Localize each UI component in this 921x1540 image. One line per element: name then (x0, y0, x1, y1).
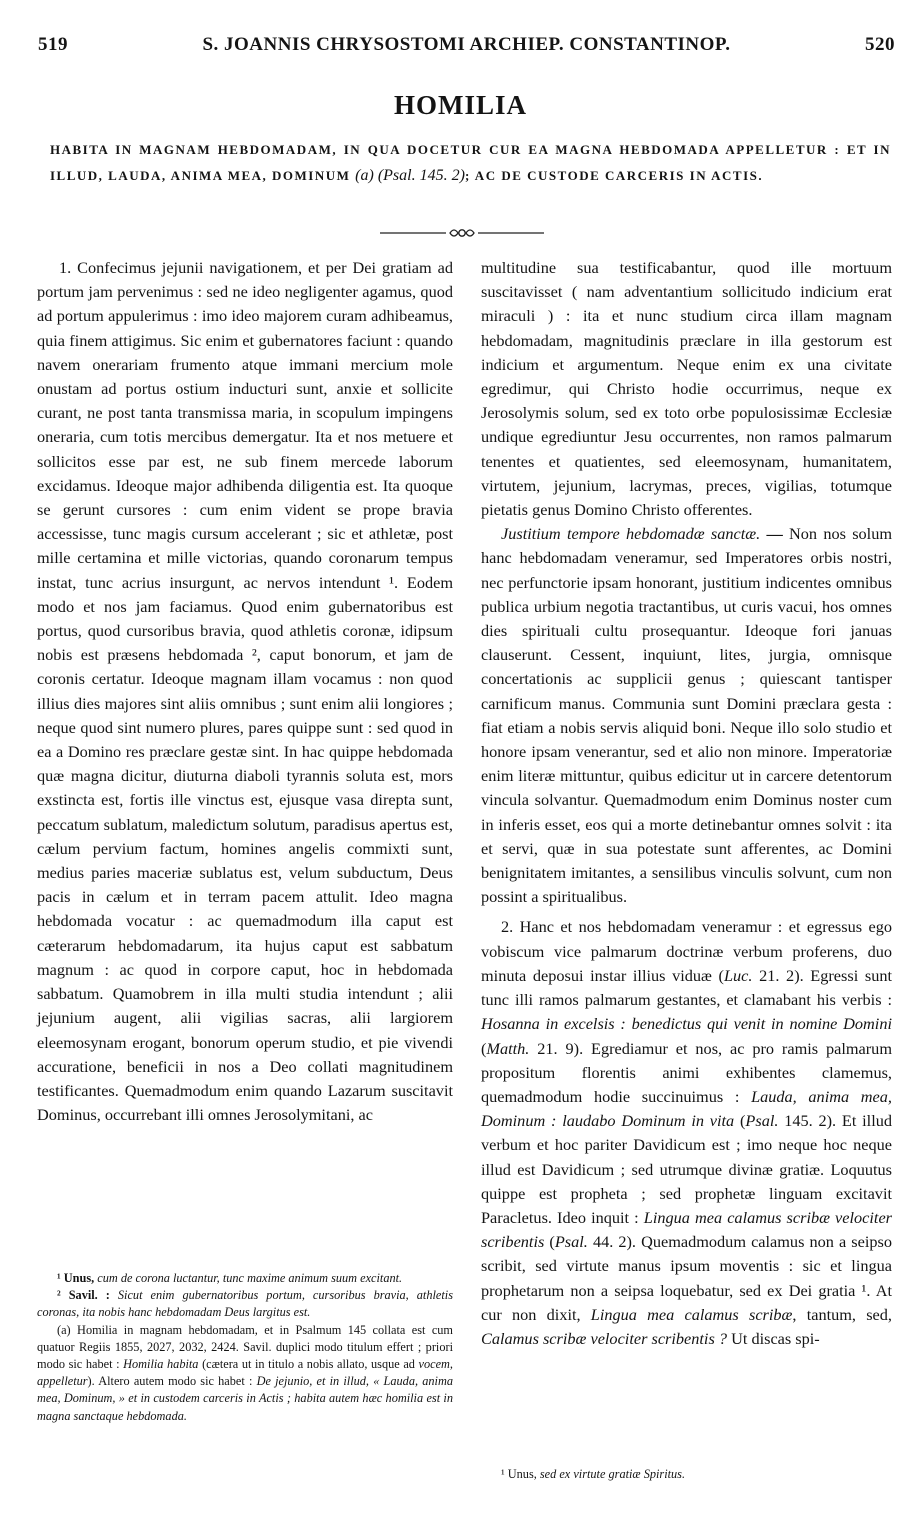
heading-dash: — (760, 524, 790, 544)
footnote-2-text: Sicut enim gubernatoribus portum, cursoribus bravia, athletis coronas, ita nobis hanc hebdomadam Deus largitus est. (37, 1288, 453, 1320)
paragraph-1-continued: multitudine sua testificabantur, quod ille mortuum suscitavisset ( nam adventantium sollicitudo indicium erat miraculi ) : ita et nunc studium circa illam magnam hebdomadam, magnitudinis præclare in illa gestorum est indicium et argumentum. Neque enim ex una civitate egredimur, qui Christo hodie occurrimus, neque ex Jerosolymis solum, sed ex toto orbe populosissimæ Ecclesiæ undique egrediuntur Jesu occurrentes, non ramos palmarum tenentes et quatientes, sed eleemosynam, humanitatem, virtutem, jejunium, lacrymas, preces, vigilias, totumque pietatis genus Domino Christo offerentes. (481, 258, 892, 520)
p2-quote-lingua-2: Lingua mea calamus scribæ (590, 1304, 793, 1324)
footnote-a (37, 1322, 453, 1425)
p2-text-i: , tantum, sed, (792, 1304, 892, 1324)
subtitle-text-1: HABITA IN MAGNAM HEBDOMADAM, IN QUA DOCETUR CUR EA MAGNA HEBDOMADA APPELLETUR : ET IN ILLUD, LAUDA, ANIMA MEA, DOMINUM (50, 142, 891, 183)
p2-text-j: Ut discas spi- (727, 1328, 820, 1348)
footnote-1-text: cum de corona luctantur, tunc maxime animum suum excitant. (97, 1271, 403, 1285)
p2-text-f: 145. 2). Et illud verbum et hoc pariter Davidicum est ; imo neque hoc neque illud est Davidicum ; sed utrumque divinæ gratiæ. Loquutus quippe est propheta ; sed prophetæ linguam excitavit Paracletus. Ideo inquit : (481, 1111, 892, 1227)
p2-quote-calamus: Calamus scribæ velociter scribentis ? (481, 1328, 728, 1348)
justitium-paragraph (481, 522, 892, 909)
subtitle-text-2: ; AC DE CUSTODE CARCERIS IN ACTIS. (464, 168, 764, 183)
left-column (37, 256, 453, 1127)
footnote-a-text-2: (cætera ut in titulo a nobis allato, usque ad (198, 1357, 419, 1372)
homily-title: HOMILIA (393, 90, 527, 120)
footnote-right-1-text: sed ex virtute gratiæ Spiritus. (539, 1467, 686, 1481)
p2-ref-matth: Matth. (486, 1038, 530, 1058)
p2-ref-psal: Psal. (745, 1111, 779, 1131)
footnote-right-1-marker: ¹ Unus, (501, 1467, 540, 1481)
footnote-a-italic-1: Homilia habita (123, 1357, 199, 1372)
p2-text-c: ( (481, 1038, 487, 1058)
running-title: S. JOANNIS CHRYSOSTOMI ARCHIEP. CONSTANTINOP. (202, 34, 731, 55)
page-number-right: 520 (865, 34, 895, 55)
footnotes-right (481, 1466, 892, 1483)
section-heading-justitium: Justitium tempore hebdomadæ sanctæ. (501, 524, 761, 544)
footnote-right-1 (481, 1466, 892, 1483)
p2-ref-luc: Luc. (723, 965, 753, 985)
p2-text-h: 44. 2). Quemadmodum calamus non a seipso scribit, sed virtute manus ipsum moventis : sic et lingua prophetarum non a seipsa loquebatur, sed ex Dei gratia ¹. At cur non dixit, (481, 1232, 893, 1324)
p2-text-g: ( (544, 1232, 555, 1252)
footnote-1 (37, 1270, 453, 1287)
p2-quote-lingua: Lingua mea calamus scribæ velociter scribentis (481, 1207, 893, 1252)
footnotes-left (37, 1270, 453, 1425)
paragraph-1: 1. Confecimus jejunii navigationem, et per Dei gratiam ad portum jam pervenimus : sed ne ideo negligenter agamus, quod ad portum appulerimus : imo ideo majorem curam adhibeamus, quia finem attigimus. Sic enim et gubernatores faciunt : quando navem onerariam frumento atque immani mercium mole onustam ad portus ostium inducturi sunt, anxie et sollicite curant, ne post tanta transmissa maria, in scopulum impingens oneraria, cum totis mercibus demergatur. Ita et nos metuere et sollicitos esse par est, ne sub finem mercede laborum excidamus. Ideoque major adhibenda diligentia est. Ita quoque se gerunt cursores : cum enim vident se prope bravia accessisse, tunc magis cursum accelerant ; sic et athletæ, post mille certamina et mille victorias, quando coronarum tempus instat, tunc acrius insurgunt, ac nervos intendunt ¹. Eodem modo et nos jam faciamus. Quod enim gubernatoribus est portus, quod cursoribus bravia, quod athletis coronæ, idipsum nobis est præsens hebdomada ², caput bonorum, et jam de coronis certatur. Ideoque magnam illam vocamus : non quod illius dies majores sint aliis omnibus ; sunt enim alii longiores ; neque quod sint numero plures, pares quippe sunt : sed quod in ea a Domino res præclare gestæ sint. In hac quippe hebdomada quæ magna dicitur, diuturna diaboli tyrannis soluta est, mors exstincta est, fortis ille vinctus est, ejusque vasa direpta sunt, peccatum sublatum, maledictum solutum, paradisus apertus est, cælum pervium factum, homines angelis commixti sunt, medius paries maceriæ sublatus est, velum subductum, Deus pacis in cælum et in terram pacem attulit. Ideo magna hebdomada vocatur : ac quemadmodum illa caput est cæterarum hebdomadarum, ita hujus caput est sabbatum magnum : ac quod in corpore caput, hoc in hebdomada sabbatum. Quamobrem in illa multi studia intendunt ; alii jejunium augent, alii vigilias sacras, alii largiorem eleemosynam erogant, bonorum operum studio, et pie vivendi accuratione, beneficii in nos a Deo collati magnitudinem testificantes. Quemadmodum enim quando Lazarum suscitavit Dominus, occurrebant illi omnes Jerosolymitani, ac (37, 258, 453, 1125)
p2-text-b: 21. 2). Egressi sunt tunc illi ramos palmarum gestantes, et clamabant his verbis : (481, 965, 892, 1010)
p2-text-e: ( (734, 1111, 746, 1131)
footnote-a-text-1: (a) Homilia in magnam hebdomadam, et in Psalmum 145 collata est cum quatuor Regiis 1855, 2027, 2032, 2424. Savil. duplici modo titulum effert ; priori modo sic habet : (37, 1322, 453, 1372)
subtitle-reference: (a) (Psal. 145. 2) (355, 167, 465, 184)
p2-text-d: 21. 9). Egrediamur et nos, ac pro ramis palmarum propositum florentis animi exhibentes clamemus, quemadmodum hodie succinuimus : (481, 1038, 892, 1106)
p2-ref-psal-2: Psal. (554, 1232, 588, 1252)
paragraph-2 (481, 915, 892, 1351)
footnote-1-marker: ¹ Unus, (57, 1271, 98, 1285)
p2-quote-lauda: Lauda, anima mea, Dominum : laudabo Dominum in vita (481, 1086, 892, 1131)
justitium-text: Non nos solum hanc hebdomadam veneramur, sed Imperatores orbis nostri, nec perfunctorie ipsam honorant, justitium indicentes omnibus publica urbium negotia tractantibus, ut curis vacui, hos omnes dies spirituali cultu prosequantur. Ideoque fori januas clauserunt. Cessent, inquiunt, lites, jurgia, omnisque concertationis ac supplicii genus ; quiescant tantisper carnificum manus. Communia sunt Domini præclara gesta : fiat etiam a nobis servis aliquid boni. Neque illo solo studio et honore ipsam venerantur, sed et alio non minore. Imperatoriæ enim literæ mittuntur, quibus edicitur ut in carcere detentorum vincula solvantur. Quemadmodum enim Dominus noster cum in inferis esset, eos qui a morte detinebantur omnes solvit : ita et servi, quæ in sua potestate sunt afferentes, ac Domini benignitatem imitantes, a sensilibus vinculis solvunt, cum non possint a spiritualibus. (481, 524, 893, 907)
page-number-left: 519 (38, 34, 68, 55)
footnote-a-italic-3: De jejunio, et in illud, « Lauda, anima mea, Dominum, » et in custodem carceris in Actis ; habita autem hæc homilia est in magna sanctaque hebdomada. (37, 1374, 453, 1423)
running-header (38, 34, 895, 64)
p2-quote-hosanna: Hosanna in excelsis : benedictus qui venit in nomine Domini (481, 1014, 892, 1034)
right-column (481, 256, 892, 1351)
footnote-a-italic-2: vocem, appelletur (37, 1357, 454, 1389)
footnote-a-text-3: ). Altero autem modo sic habet : (87, 1374, 257, 1389)
footnote-2-marker: ² Savil. : (57, 1288, 118, 1303)
footnote-2 (37, 1287, 453, 1321)
ornament-divider (380, 226, 544, 240)
homily-subtitle (50, 137, 891, 189)
p2-text-a: 2. Hanc et nos hebdomadam veneramur : et egressus ego vobiscum vice palmarum doctrinæ verbum proferens, duo minuta deposui instar illius viduæ ( (481, 917, 892, 985)
